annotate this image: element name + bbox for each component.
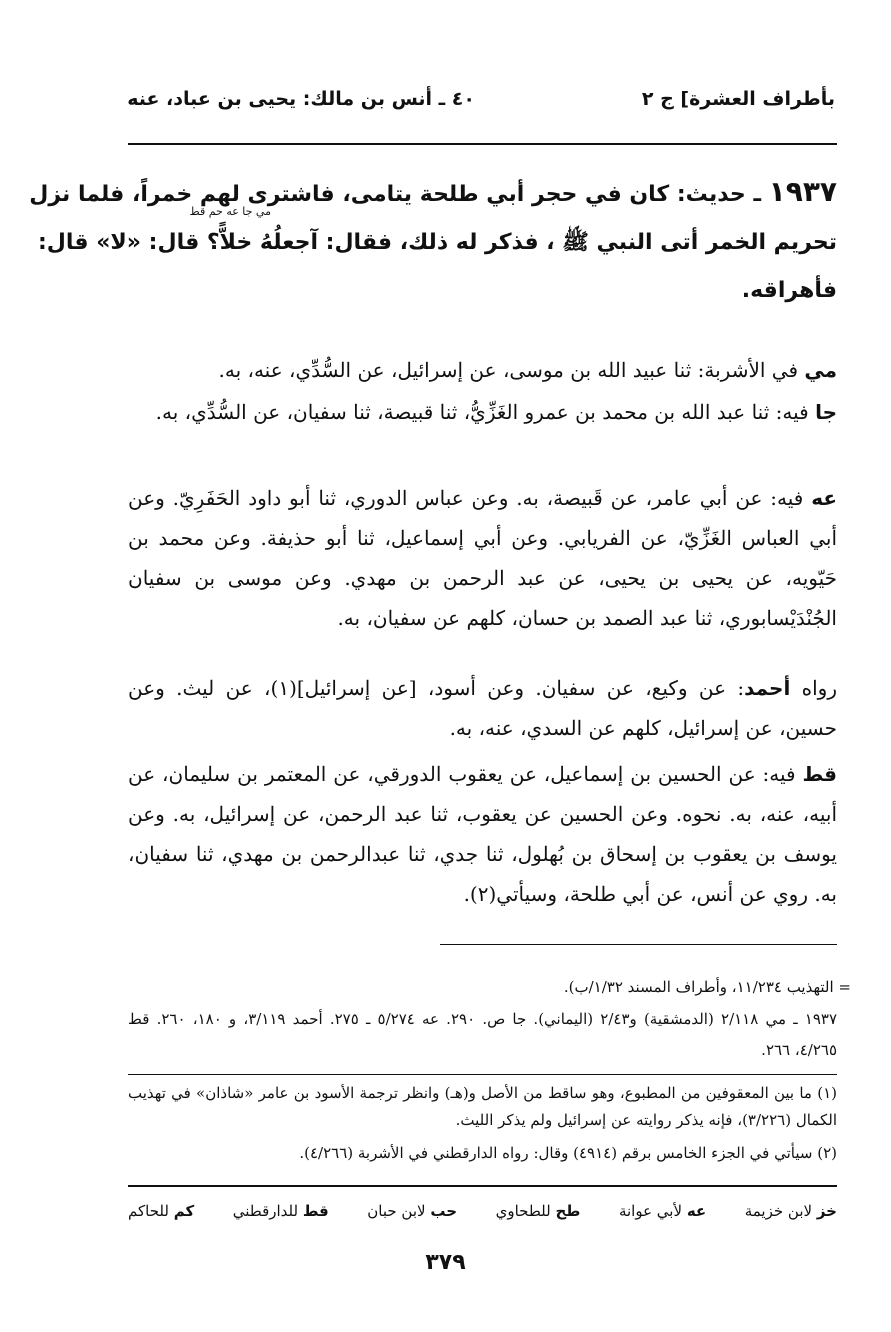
footnote-2: (٢) سيأتي في الجزء الخامس برقم (٤٩١٤) وقال: رواه الدارقطني في الأشربة (٤/٢٦٦). xyxy=(299,1144,837,1162)
abbrev-name: لأبي عوانة xyxy=(618,1202,683,1220)
paragraph-ahmad xyxy=(128,668,837,748)
paragraph-qt-text: فيه: عن الحسين بن إسماعيل، عن يعقوب الدورقي، عن المعتمر بن سليمان، عن أبيه، عنه، به. نحوه. وعن الحسين عن يعقوب، ثنا عبد الرحمن، عن إسرائيل، به. وعن يوسف بن يعقوب بن إسحاق بن بُهلول، ثنا جدي، ثنا عبدالرحمن بن مهدي، ثنا سفيان، به. روي عن أنس، عن أبي طلحة، وسيأتي(٢). xyxy=(128,762,837,906)
abbrev-name: للحاكم xyxy=(128,1202,169,1220)
abbrev-code: خز xyxy=(816,1202,837,1220)
source-label-ahmad: أحمد xyxy=(744,676,791,700)
paragraph-mi-text: في الأشربة: ثنا عبيد الله بن موسى، عن إسرائيل، عن السُّدِّي، عنه، به. xyxy=(218,358,799,382)
note-continuation: = التهذيب ١١/٢٣٤، وأطراف المسند ١/٣٢/ب). xyxy=(563,978,851,996)
note-sources: ١٩٣٧ ـ مي ٢/١١٨ (الدمشقية) و٢/٤٣ (اليماني). جا ص. ٢٩٠. عه ٥/٢٧٤ ـ ٢٧٥. أحمد ٣/١١٩، و ١٨٠، ٢٦٠. قط ٤/٢٦٥، ٢٦٦. xyxy=(128,1010,838,1059)
abbrev-code: طح xyxy=(555,1202,581,1220)
abbrev-item xyxy=(745,1196,837,1226)
abbrev-name: للدارقطني xyxy=(232,1202,299,1220)
notes-rule xyxy=(128,1074,837,1075)
paragraph-ea xyxy=(128,478,837,638)
paragraph-ahmad-intro: رواه xyxy=(801,676,837,700)
paragraph-mi xyxy=(128,350,837,390)
footnote-1: (١) ما بين المعقوفين من المطبوع، وهو ساقط من الأصل و(هـ) وانظر ترجمة الأسود بن عامر «شاذان» في تهذيب الكمال (٣/٢٢٦)، فإنه يذكر روايته عن إسرائيل ولم يذكر الليث. xyxy=(128,1084,837,1129)
abbrev-code: كم xyxy=(173,1202,195,1220)
hadith-line-2: تحريم الخمر أتى النبي ﷺ ، فذكر له ذلك، فقال: آجعلُهُ خلاًّ؟ قال: «لا» قال: xyxy=(38,230,837,255)
abbrev-code: حب xyxy=(430,1202,458,1220)
source-label-mi: مي xyxy=(804,358,837,382)
abbrev-name: للطحاوي xyxy=(495,1202,551,1220)
source-label-qt: قط xyxy=(802,762,837,786)
running-title-right: بأطراف العشرة] ج ٢ xyxy=(641,88,835,110)
abbrev-name: لابن حبان xyxy=(367,1202,426,1220)
abbrev-item xyxy=(128,1196,194,1226)
page-number: ٣٧٩ xyxy=(425,1250,466,1275)
paragraph-ja-text: فيه: ثنا عبد الله بن محمد بن عمرو الغَزِّيُّ، ثنا قبيصة، ثنا سفيان، عن السُّدِّي، به. xyxy=(155,400,809,424)
abbrev-code: قط xyxy=(302,1202,329,1220)
header-rule xyxy=(128,143,837,145)
hadith-line-3: فأهراقه. xyxy=(741,278,837,303)
abbrev-item xyxy=(367,1196,457,1226)
hadith-text xyxy=(29,168,837,315)
footnote-rule xyxy=(440,944,837,945)
abbrev-name: لابن خزيمة xyxy=(744,1202,813,1220)
abbrev-code: عه xyxy=(686,1202,707,1220)
source-label-ea: عه xyxy=(811,486,837,510)
hadith-number: ١٩٣٧ xyxy=(768,175,837,208)
abbrev-item xyxy=(233,1196,329,1226)
running-header xyxy=(120,88,835,124)
hadith-line-1-text: ـ حديث: كان في حجر أبي طلحة يتامى، فاشترى لهم خمراً، فلما نزل xyxy=(29,182,761,207)
paragraph-ea-text: فيه: عن أبي عامر، عن قَبيصة، به. وعن عباس الدوري، ثنا أبو داود الحَفَرِيّ. وعن أبي العباس الغَزِّيّ، عن الفريابي. وعن أبي إسماعيل، ثنا أبو حذيفة. وعن محمد بن حَيّويه، عن يحيى بن يحيى، عن عبد الرحمن بن مهدي. وعن موسى بن سفيان الجُنْدَيْسابوري، ثنا عبد الصمد بن حسان، كلهم عن سفيان، به. xyxy=(128,486,837,630)
abbreviations-key xyxy=(128,1196,837,1226)
source-label-ja: جا xyxy=(815,400,837,424)
hadith-sigla: مي جا عه حم قط xyxy=(189,205,271,218)
abbrev-item xyxy=(496,1196,581,1226)
paragraph-qt xyxy=(128,754,837,914)
abbrev-item xyxy=(619,1196,706,1226)
abbreviations-rule xyxy=(128,1185,837,1187)
paragraph-ahmad-text: : عن وكيع، عن سفيان. وعن أسود، [عن إسرائيل](١)، عن ليث. وعن حسين، عن إسرائيل، كلهم عن السدي، عنه، به. xyxy=(128,676,837,740)
paragraph-ja xyxy=(128,392,837,432)
running-title-center: ٤٠ ـ أنس بن مالك: يحيى بن عباد، عنه xyxy=(127,88,475,110)
